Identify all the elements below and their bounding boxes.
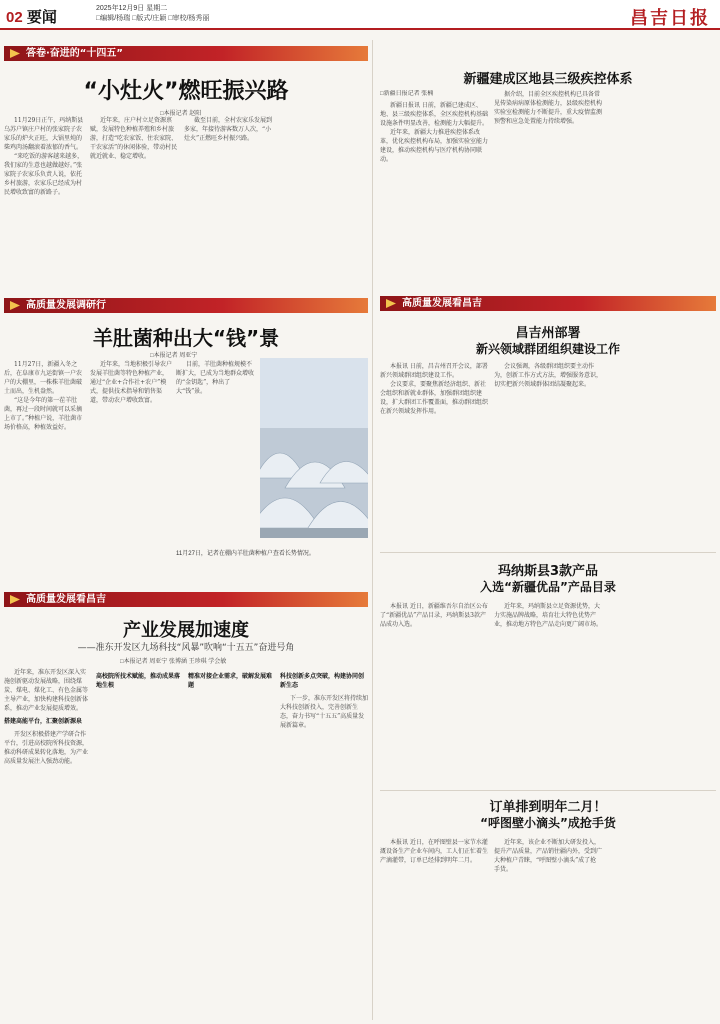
article-2-paragraph: 目前，羊肚菌种植规模不断扩大，已成为当地群众增收的“金钥匙”，种出了大“钱”景。 bbox=[176, 361, 255, 395]
column-divider bbox=[372, 40, 373, 800]
page-number: 02 要闻 bbox=[6, 9, 57, 26]
article-2-byline: □本报记者 周亚宁 bbox=[150, 353, 198, 359]
masthead bbox=[0, 0, 720, 30]
article-3-subhead: 精准对接企业需求，破解发展难题 bbox=[188, 673, 273, 689]
flag-icon bbox=[10, 49, 20, 58]
right-article-1-col-1 bbox=[380, 90, 488, 280]
article-3-subhead: 高校院所技术赋能，推动成果落地生根 bbox=[96, 673, 181, 689]
section-band-label: 高质量发展看昌吉 bbox=[402, 298, 482, 309]
article-1-paragraph: 近年来，庄户村立足资源禀赋，发展特色种植养殖和乡村旅游，打造“吃农家饭、住农家院、干农家活”的休闲体验，带动村民就近就业、稳定增收。 bbox=[90, 117, 178, 160]
right-article-3-paragraph: 本报讯 近日，新疆维吾尔自治区公布了“新疆优品”产品目录，玛纳斯县3款产品成功入选。 bbox=[380, 603, 488, 628]
article-3-col-4 bbox=[280, 668, 368, 1018]
right-article-2-paragraph: 本报讯 日前，昌吉州召开会议，部署新兴领域群团组织建设工作。 bbox=[380, 363, 488, 379]
right-article-3-paragraph: 近年来，玛纳斯县立足资源优势，大力实施品牌战略，培育壮大特色优势产业，推动地方特色产品走向更广阔市场。 bbox=[494, 603, 602, 628]
article-2-paragraph: “这是今年的第一茬羊肚菌，再过一段时间就可以采摘上市了。”种植户说，羊肚菌市场价格高，种植效益好。 bbox=[4, 397, 83, 431]
flag-icon bbox=[10, 595, 20, 604]
article-1-col-4 bbox=[278, 116, 368, 294]
right-article-1-byline: □新疆日报记者 张楠 bbox=[380, 91, 434, 97]
right-article-4-col-1 bbox=[380, 838, 488, 1018]
flag-icon bbox=[386, 299, 396, 308]
article-2-photo-caption: 11月27日，记者在棚内羊肚菌种植户查看长势情况。 bbox=[176, 551, 315, 557]
right-article-1-paragraph: 近年来，新疆大力推进疾控体系改革，优化疾控机构布局，加强实验室能力建设，推动疾控机构与医疗机构协同联动。 bbox=[380, 129, 488, 163]
section-band-3 bbox=[380, 296, 716, 311]
article-3-col-3 bbox=[188, 668, 274, 1018]
article-2-col-2 bbox=[90, 360, 172, 580]
article-2-photo bbox=[260, 358, 368, 538]
section-divider bbox=[380, 790, 716, 791]
article-1-paragraph: “来吃饭的游客越来越多，我们家的生意也越做越好。”张家院子农家乐负责人说，依托乡村旅游，农家乐已经成为村民增收致富的新路子。 bbox=[4, 153, 84, 196]
right-article-1-title: 新疆建成区地县三级疾控体系 bbox=[463, 72, 633, 87]
article-3-paragraph: 开发区积极搭建产学研合作平台，引进高校院所科技资源，推动科研成果转化落地，为产业高质量发展注入强劲动能。 bbox=[4, 731, 89, 765]
right-article-2-col-1 bbox=[380, 362, 488, 544]
issue-date: 2025年12月9日 星期二 bbox=[96, 5, 168, 12]
right-article-1-paragraph: 新疆日报讯 日前，新疆已建成区、地、县三级疾控体系，全区疾控机构基础设施条件明显改善，检测能力大幅提升。 bbox=[380, 102, 488, 127]
right-article-3-col-3 bbox=[608, 602, 716, 780]
section-band-1 bbox=[4, 46, 368, 61]
right-article-1-col-2 bbox=[494, 90, 602, 280]
right-article-3-title-line-1: 玛纳斯县3款产品 bbox=[497, 564, 599, 579]
article-3-byline: □本报记者 周亚宁 张博涵 王珍琪 学会敏 bbox=[120, 659, 227, 665]
article-2-paragraph: 11月27日，新疆入冬之后，在阜康市九运街镇一户农户的大棚里，一株株羊肚菌破土而出，生机盎然。 bbox=[4, 361, 83, 395]
right-article-3-col-1 bbox=[380, 602, 488, 780]
flag-icon bbox=[10, 301, 20, 310]
article-1-title: “小灶火”燃旺振兴路 bbox=[83, 79, 289, 104]
article-1-col-1 bbox=[4, 116, 86, 294]
article-3-col-1 bbox=[4, 668, 90, 1018]
right-article-3-title-line-2: 入选“新疆优品”产品目录 bbox=[480, 580, 616, 594]
right-article-4-paragraph: 近年来，该企业不断加大研发投入，提升产品质量，产品销往疆内外，受到广大种植户青睐，“呼图壁小滴头”成了抢手货。 bbox=[494, 839, 602, 873]
article-2-paragraph: 近年来，当地积极引导农户发展羊肚菌等特色种植产业，通过“企业+合作社+农户”模式，提供技术指导和销售渠道，带动农户增收致富。 bbox=[90, 361, 172, 404]
right-article-1-col-3 bbox=[608, 90, 716, 280]
article-1-paragraph: 11月29日正午，玛纳斯县乌苏户镇庄户村的张家院子农家乐的炉火正旺，大锅里炖的柴鸡肉汤翻滚着浓郁的香气。 bbox=[4, 117, 84, 151]
article-3-title: 产业发展加速度 bbox=[123, 620, 249, 641]
article-1-col-2 bbox=[90, 116, 180, 294]
right-article-2-paragraph: 会议要求，要聚焦新经济组织、新社会组织和新就业群体，加强群团组织建设，扩大群团工作覆盖面，推动群团组织在新兴领域发挥作用。 bbox=[380, 381, 488, 415]
editor-line: □编辑/杨瑞 □版式/庄颖 □审校/杨秀丽 bbox=[96, 15, 210, 22]
article-3-subtitle: ——准东开发区九场科技“风暴”吹响“十五五”奋进号角 bbox=[77, 643, 295, 653]
section-divider bbox=[380, 552, 716, 553]
newspaper-logo: 昌吉日报 bbox=[630, 8, 710, 29]
section-band-label: 答卷·奋进的“十四五” bbox=[26, 48, 123, 59]
right-article-4-paragraph: 本报讯 近日，在呼图壁县一家节水灌溉设备生产企业车间内，工人们正忙着生产滴灌带，订单已经排到明年二月。 bbox=[380, 839, 488, 864]
article-3-paragraph: 近年来，准东开发区深入实施创新驱动发展战略，围绕煤炭、煤电、煤化工、有色金属等主导产业，加快构建科技创新体系，推动产业发展提质增效。 bbox=[4, 669, 89, 712]
right-article-4-col-3 bbox=[608, 838, 716, 1018]
article-1-byline: □本报记者 赵阳 bbox=[160, 111, 202, 117]
article-1-col-3 bbox=[184, 116, 274, 294]
right-article-2-col-3 bbox=[608, 362, 716, 544]
issue-meta bbox=[96, 4, 209, 24]
right-article-2-title-line-1: 昌吉州部署 bbox=[515, 326, 581, 341]
section-band-label: 高质量发展调研行 bbox=[26, 300, 106, 311]
section-band-2 bbox=[4, 298, 368, 313]
right-article-4-title-line-2: “呼图壁小滴头”成抢手货 bbox=[480, 816, 616, 830]
article-3-paragraph: 下一步，准东开发区将持续加大科技创新投入，完善创新生态，奋力书写“十五五”高质量发展新篇章。 bbox=[280, 695, 368, 729]
right-article-2-col-2 bbox=[494, 362, 602, 544]
section-band-4 bbox=[4, 592, 368, 607]
article-3-col-2 bbox=[96, 668, 182, 1018]
greenhouse-image bbox=[260, 358, 368, 538]
right-article-3-col-2 bbox=[494, 602, 602, 780]
right-article-1-paragraph: 据介绍，目前全区疾控机构已具备常见传染病病原体检测能力，县级疾控机构实验室检测能力不断提升，重大疫情监测预警和应急处置能力持续增强。 bbox=[494, 91, 602, 125]
article-2-col-1 bbox=[4, 360, 86, 580]
column-divider bbox=[372, 800, 373, 1020]
right-article-2-paragraph: 会议强调，各级群团组织要主动作为，创新工作方式方法，增强服务意识，切实把新兴领域群体团结凝聚起来。 bbox=[494, 363, 602, 388]
right-article-4-title-line-1: 订单排到明年二月！ bbox=[489, 800, 607, 815]
section-band-label: 高质量发展看昌吉 bbox=[26, 594, 106, 605]
article-2-col-3 bbox=[176, 360, 256, 540]
article-3-subhead: 科技创新多点突破，构建协同创新生态 bbox=[280, 673, 365, 689]
right-article-2-title-line-2: 新兴领域群团组织建设工作 bbox=[475, 342, 620, 356]
article-2-title: 羊肚菌种出大“钱”景 bbox=[92, 326, 280, 350]
article-1-paragraph: 截至目前，全村农家乐发展到多家，年接待游客数万人次，“小灶火”正燃旺乡村振兴路。 bbox=[184, 117, 273, 142]
article-3-subhead: 搭建高能平台，汇聚创新源泉 bbox=[4, 718, 83, 725]
right-article-4-col-2 bbox=[494, 838, 602, 1018]
